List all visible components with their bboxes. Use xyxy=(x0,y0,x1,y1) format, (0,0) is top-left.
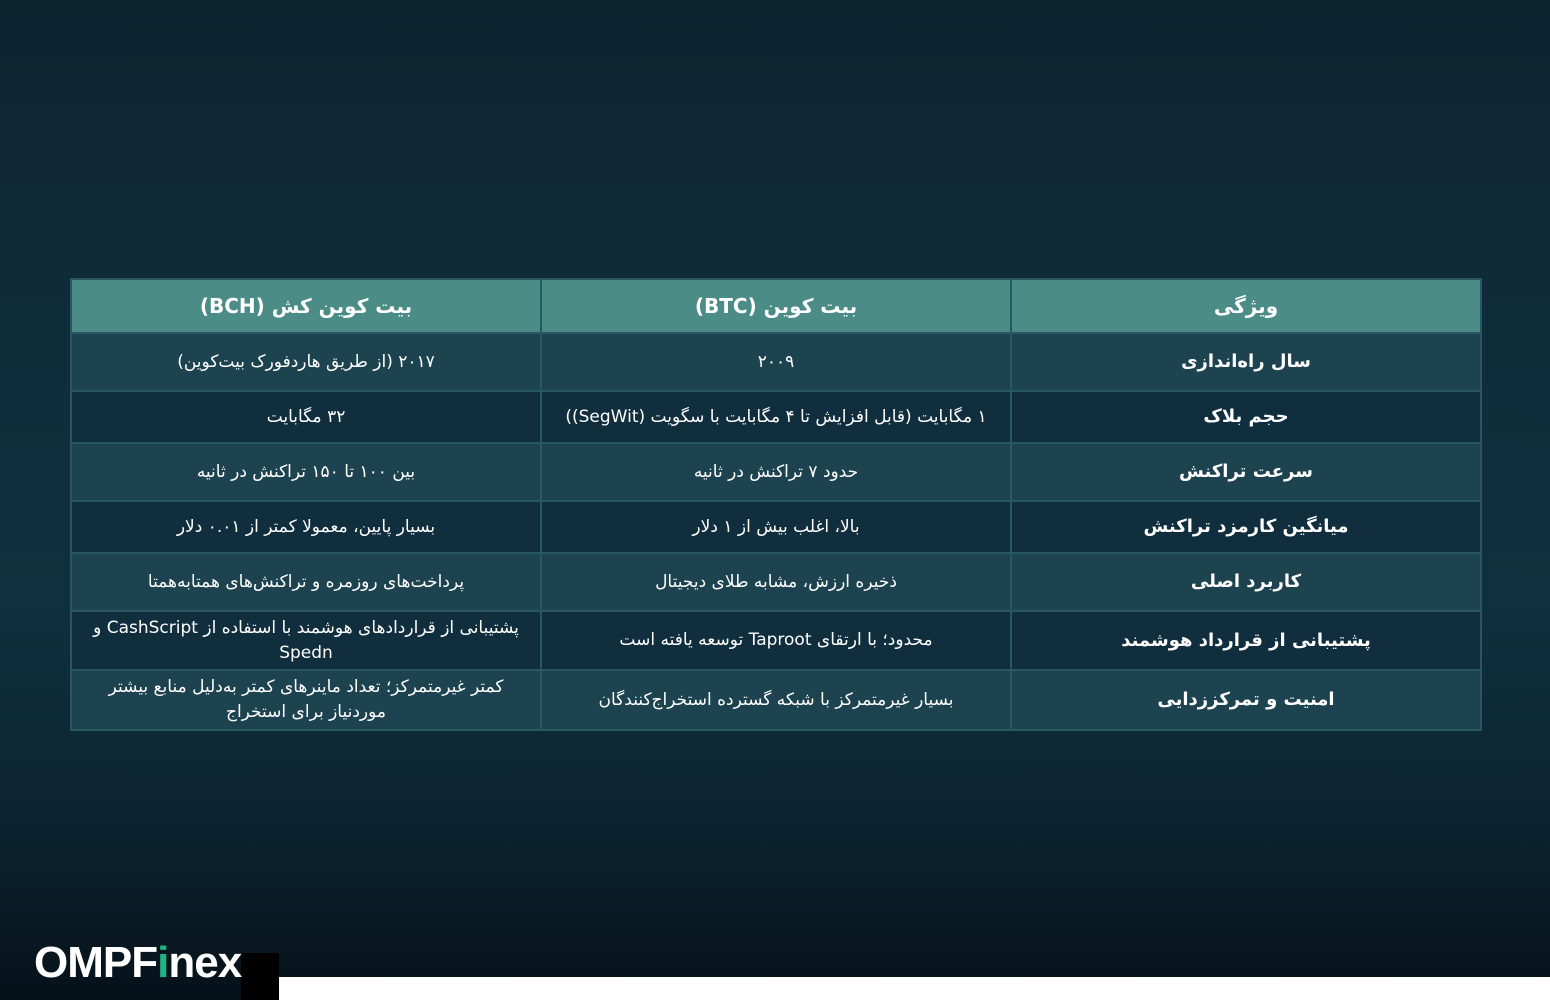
feature-cell: حجم بلاک xyxy=(1011,391,1481,443)
logo-black-box xyxy=(241,953,279,1000)
bottom-white-bar xyxy=(279,977,1550,1000)
header-row xyxy=(71,279,1481,333)
comparison-table-body xyxy=(71,333,1481,730)
btc-cell: بالا، اغلب بیش از ۱ دلار xyxy=(541,501,1011,553)
bch-cell: بسیار پایین، معمولا کمتر از ۰.۰۱ دلار xyxy=(71,501,541,553)
brand-logo xyxy=(34,938,241,988)
bch-cell: پشتیبانی از قراردادهای هوشمند با استفاده از CashScript و Spedn xyxy=(71,611,541,670)
feature-cell: پشتیبانی از قرارداد هوشمند xyxy=(1011,611,1481,670)
feature-cell: سال راه‌اندازی xyxy=(1011,333,1481,391)
header-feature: ویژگی xyxy=(1011,279,1481,333)
table-row xyxy=(71,391,1481,443)
bch-cell: بین ۱۰۰ تا ۱۵۰ تراکنش در ثانیه xyxy=(71,443,541,501)
feature-cell: کاربرد اصلی xyxy=(1011,553,1481,611)
logo-accent: i xyxy=(157,938,169,987)
btc-cell: حدود ۷ تراکنش در ثانیه xyxy=(541,443,1011,501)
feature-cell: میانگین کارمزد تراکنش xyxy=(1011,501,1481,553)
table-header xyxy=(71,279,1481,333)
btc-cell: محدود؛ با ارتقای Taproot توسعه یافته است xyxy=(541,611,1011,670)
bch-cell: ۲۰۱۷ (از طریق هاردفورک بیت‌کوین) xyxy=(71,333,541,391)
logo-prefix: OMPF xyxy=(34,938,158,987)
table-row xyxy=(71,501,1481,553)
btc-cell: ذخیره ارزش، مشابه طلای دیجیتال xyxy=(541,553,1011,611)
table-row xyxy=(71,611,1481,670)
logo-suffix: nex xyxy=(168,938,242,987)
btc-cell: ۲۰۰۹ xyxy=(541,333,1011,391)
bch-cell: ۳۲ مگابایت xyxy=(71,391,541,443)
comparison-table xyxy=(70,278,1482,731)
table-row xyxy=(71,443,1481,501)
feature-cell: امنیت و تمرکززدایی xyxy=(1011,670,1481,729)
btc-bch-comparison-table xyxy=(70,278,1482,731)
table-row xyxy=(71,553,1481,611)
header-btc: بیت کوین (BTC) xyxy=(541,279,1011,333)
bch-cell: پرداخت‌های روزمره و تراکنش‌های همتابه‌همتا xyxy=(71,553,541,611)
feature-cell: سرعت تراکنش xyxy=(1011,443,1481,501)
btc-cell: ۱ مگابایت (قابل افزایش تا ۴ مگابایت با سگویت (SegWit)) xyxy=(541,391,1011,443)
header-bch: بیت کوین کش (BCH) xyxy=(71,279,541,333)
btc-cell: بسیار غیرمتمرکز با شبکه گسترده استخراج‌کنندگان xyxy=(541,670,1011,729)
bch-cell: کمتر غیرمتمرکز؛ تعداد ماینرهای کمتر به‌دلیل منابع بیشتر موردنیاز برای استخراج xyxy=(71,670,541,729)
table-row xyxy=(71,670,1481,729)
table-row xyxy=(71,333,1481,391)
